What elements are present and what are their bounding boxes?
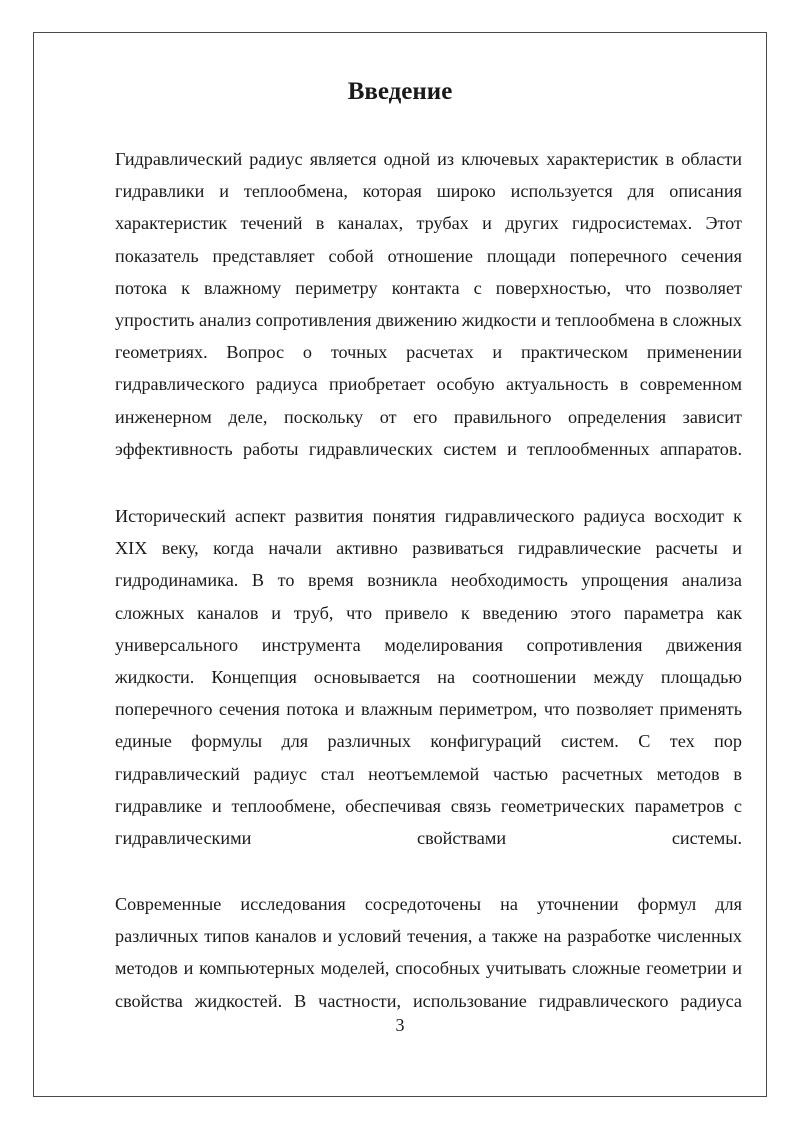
paragraph-intro: Гидравлический радиус является одной из ключевых характеристик в области гидравлики и теплообмена, которая широко используется для описания характеристик течений в каналах, трубах и других гидросистемах. Этот показатель представляет собой отношение площади поперечного сечения потока к влажному периметру контакта с поверхностью, что позволяет упростить анализ сопротивления движению жидкости и теплообмена в сложных геометриях. Вопрос о точных расчетах и практическом применении гидравлического радиуса приобретает особую актуальность в современном инженерном деле, поскольку от его правильного определения зависит эффективность работы гидравлических систем и теплообменных аппаратов. <box>115 149 742 459</box>
paragraph-modern-research: Современные исследования сосредоточены на уточнении формул для различных типов каналов и условий течения, а также на разработке численных методов и компьютерных моделей, способных учитывать сложные геометрии и свойства жидкостей. В частности, использование гидравлического радиуса <box>115 894 742 1011</box>
page-number: 3 <box>395 1015 405 1035</box>
page-title: Введение <box>347 78 453 105</box>
paragraph-history: Исторический аспект развития понятия гидравлического радиуса восходит к XIX веку, когда начали активно развиваться гидравлические расчеты и гидродинамика. В то время возникла необходимость упрощения анализа сложных каналов и труб, что привело к введению этого параметра как универсального инструмента моделирования сопротивления движения жидкости. Концепция основывается на соотношении между площадью поперечного сечения потока и влажным периметром, что позволяет применять единые формулы для различных конфигураций систем. С тех пор гидравлический радиус стал неотъемлемой частью расчетных методов в гидравлике и теплообмене, обеспечивая связь геометрических параметров с гидравлическими свойствами системы. <box>115 506 742 849</box>
